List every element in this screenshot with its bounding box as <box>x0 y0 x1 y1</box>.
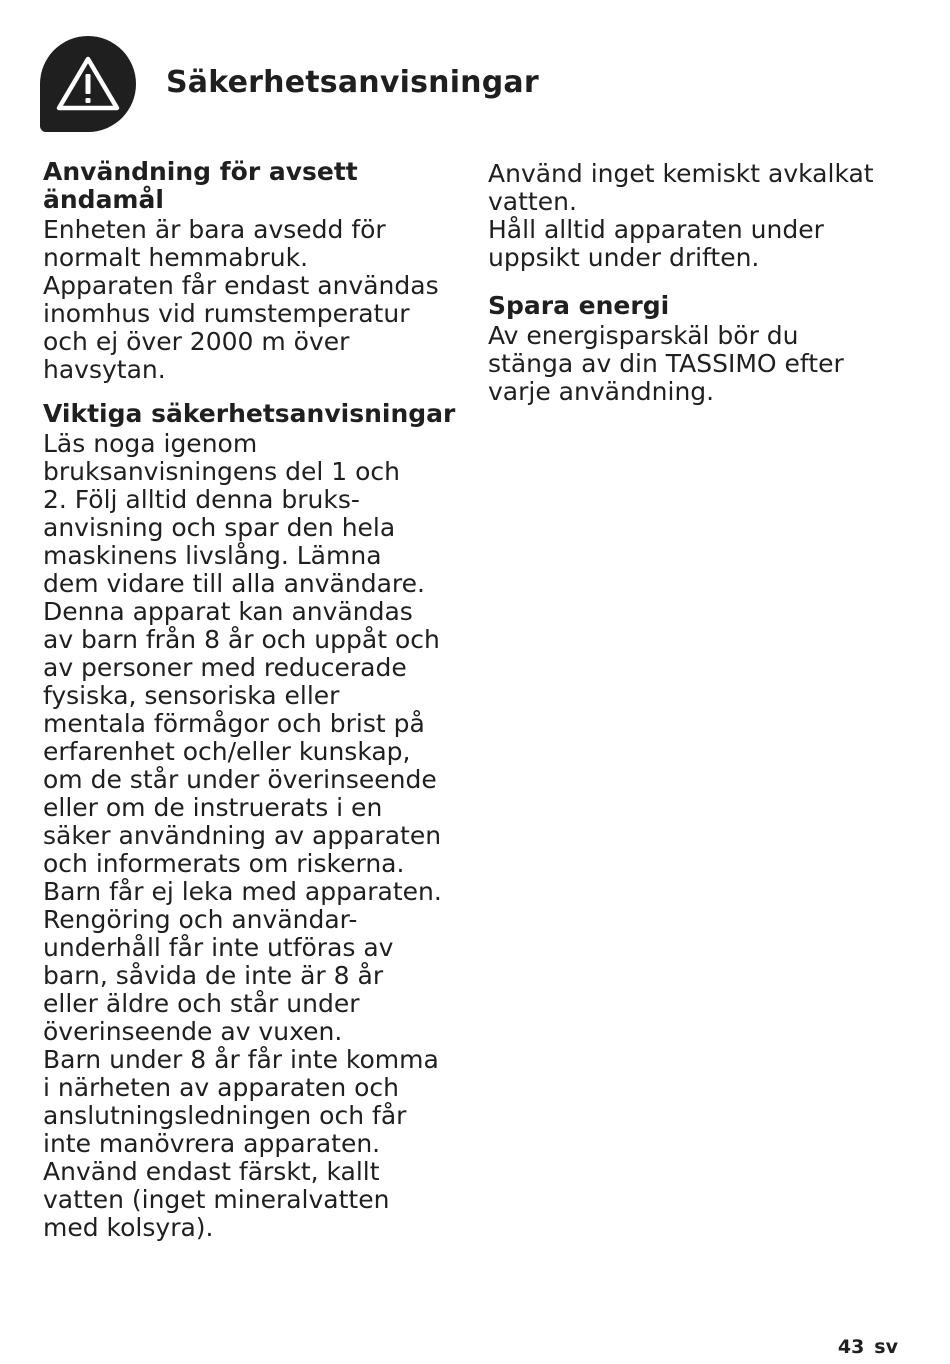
section-heading: Användning för avsett ändamål <box>43 157 358 214</box>
section-heading: Spara energi <box>488 291 670 320</box>
page-footer <box>838 1336 898 1358</box>
section-intended-use <box>43 158 473 384</box>
page-number: 43 <box>837 1336 865 1358</box>
section-save-energy <box>488 292 918 406</box>
section-text: Av energisparskäl bör du stänga av din TASSIMO efter varje användning. <box>488 321 844 406</box>
left-column <box>43 158 473 1256</box>
language-code: sv <box>874 1336 898 1358</box>
section-important-safety <box>43 400 473 1242</box>
page-header <box>40 36 539 132</box>
section-heading: Viktiga säkerhetsanvisningar <box>43 399 456 428</box>
section-continued <box>488 160 918 272</box>
section-text: Använd inget kemiskt avkalkat vatten. Håll alltid apparaten under uppsikt under driften. <box>488 159 874 272</box>
section-text: Enheten är bara avsedd för normalt hemmabruk. Apparaten får endast användas inomhus vid rumstemperatur och ej över 2000 m över havsytan. <box>43 215 439 384</box>
right-column <box>488 158 918 420</box>
warning-triangle-icon <box>40 36 136 132</box>
page-title: Säkerhetsanvisningar <box>166 65 539 100</box>
section-text: Läs noga igenom bruksanvisningens del 1 och 2. Följ alltid denna bruks- anvisning och spar den hela maskinens livslång. Lämna dem vidare till alla användare. Denna apparat kan användas av barn från 8 år och uppåt och av personer med reducerade fysiska, sensoriska eller mentala förmågor och brist på erfarenhet och/eller kunskap, om de står under överinseende eller om de instruerats i en säker användning av apparaten och informerats om riskerna. Barn får ej leka med apparaten. Rengöring och användar- underhåll får inte utföras av barn, såvida de inte är 8 år eller äldre och står under överinseende av vuxen. Barn under 8 år får inte komma i närheten av apparaten och anslutningsledningen och får inte manövrera apparaten. Använd endast färskt, kallt vatten (inget mineralvatten med kolsyra). <box>43 429 442 1242</box>
